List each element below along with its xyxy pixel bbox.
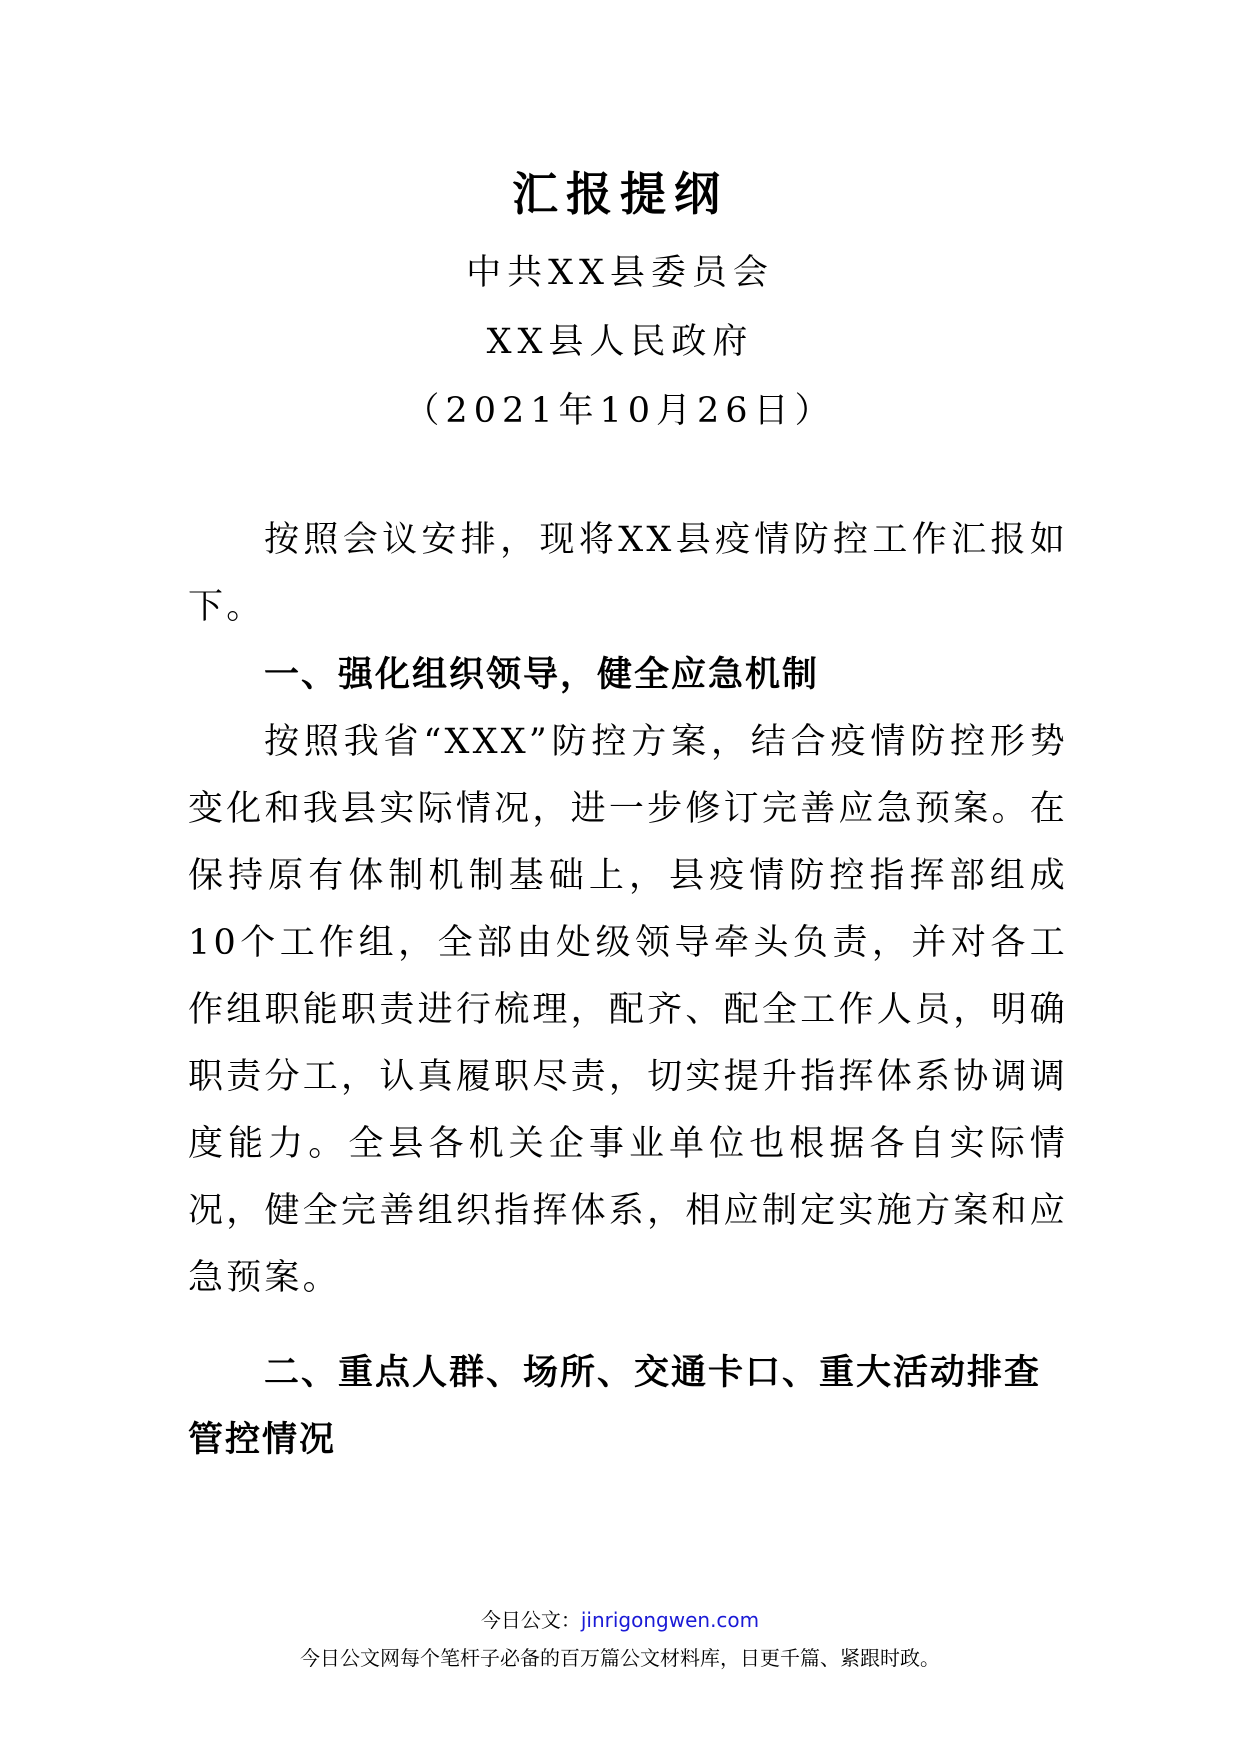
section-1-paragraph: 按照我省“XXX”防控方案，结合疫情防控形势变化和我县实际情况，进一步修订完善应急预案。在保持原有体制机制基础上，县疫情防控指挥部组成10个工作组，全部由处级领导牵头负责，并对各工作组职能职责进行梳理，配齐、配全工作人员，明确职责分工，认真履职尽责，切实提升指挥体系协调调度能力。全县各机关企事业单位也根据各自实际情况，健全完善组织指挥体系，相应制定实施方案和应急预案。 bbox=[188, 722, 1068, 1298]
footer-site bbox=[0, 1604, 1240, 1633]
intro-paragraph: 按照会议安排，现将XX县疫情防控工作汇报如下。 bbox=[188, 520, 1068, 627]
section-2-heading: 二、重点人群、场所、交通卡口、重大活动排查管控情况 bbox=[188, 1353, 1042, 1460]
section-1-heading: 一、强化组织领导，健全应急机制 bbox=[264, 655, 820, 695]
document-date: （2021年10月26日） bbox=[404, 391, 836, 431]
issuer-government: XX县人民政府 bbox=[486, 322, 754, 362]
footer-site-link[interactable]: jinrigongwen.com bbox=[580, 1608, 760, 1632]
footer-site-label: 今日公文： bbox=[480, 1608, 581, 1632]
footer-slogan: 今日公文网每个笔杆子必备的百万篇公文材料库，日更千篇、紧跟时政。 bbox=[300, 1646, 940, 1670]
document-title: 汇报提纲 bbox=[512, 167, 728, 221]
issuer-party: 中共XX县委员会 bbox=[466, 253, 774, 293]
